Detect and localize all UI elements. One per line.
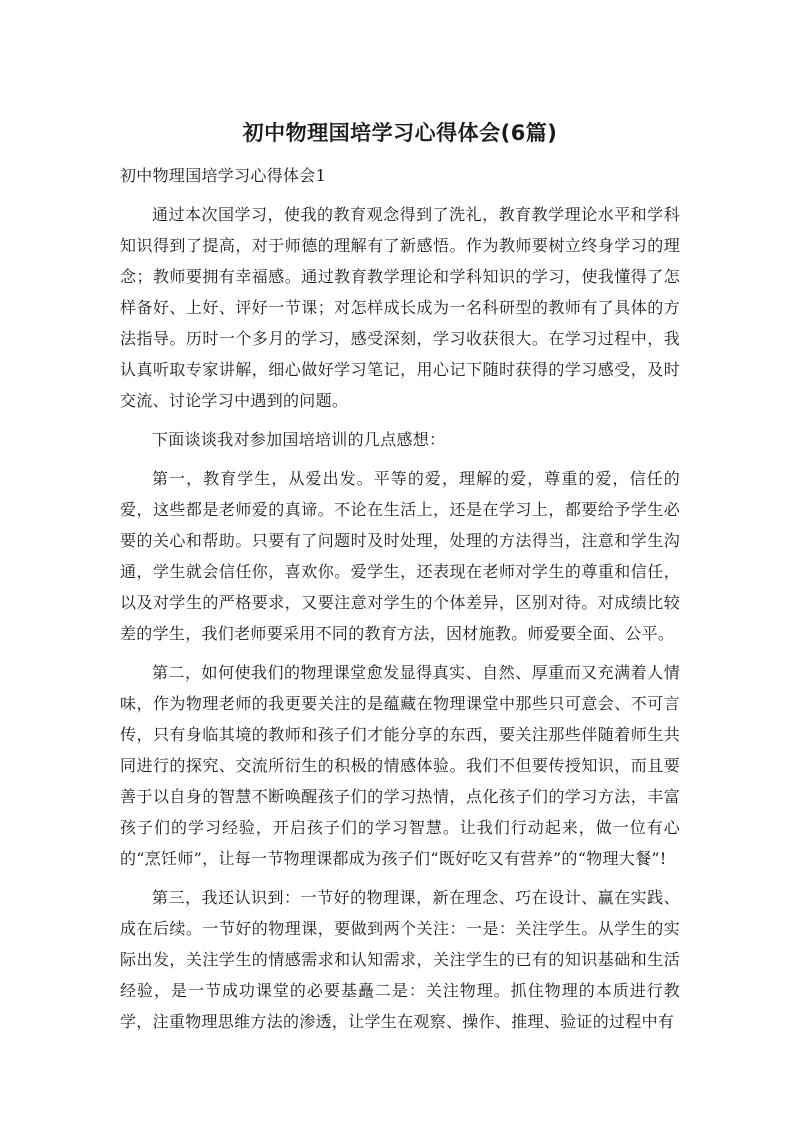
section-subtitle: 初中物理国培学习心得体会1 (120, 166, 327, 185)
paragraph-3: 第一，教育学生，从爱出发。平等的爱，理解的爱，尊重的爱，信任的爱，这些都是老师爱的真谛。不论在生活上，还是在学习上，都要给予学生必要的关心和帮助。只要有了问题时及时处理，处理的方法得当，注意和学生沟通，学生就会信任你，喜欢你。爱学生，还表现在老师对学生的尊重和信任，以及对学生的严格要求，又要注意对学生的个体差异，区别对待。对成绩比较差的学生，我们老师要采用不同的教育方法，因材施教。师爱要全面、公平。 (120, 469, 680, 643)
paragraph-1: 通过本次国学习，使我的教育观念得到了洗礼，教育教学理论水平和学科知识得到了提高，对于师德的理解有了新感悟。作为教师要树立终身学习的理念；教师要拥有幸福感。通过教育教学理论和学科知识的学习，使我懂得了怎样备好、上好、评好一节课；对怎样成长成为一名科研型的教师有了具体的方法指导。历时一个多月的学习，感受深刻，学习收获很大。在学习过程中，我认真听取专家讲解，细心做好学习笔记，用心记下随时获得的学习感受，及时交流、讨论学习中遇到的问题。 (120, 205, 680, 410)
paragraph-2: 下面谈谈我对参加国培培训的几点感想： (152, 430, 446, 449)
document-title: 初中物理国培学习心得体会(6篇) (242, 121, 558, 145)
paragraph-5: 第三，我还认识到：一节好的物理课，新在理念、巧在设计、赢在实践、成在后续。一节好的物理课，要做到两个关注：一是：关注学生。从学生的实际出发，关注学生的情感需求和认知需求，关注学生的已有的知识基础和生活经验，是一节成功课堂的必要基矗二是：关注物理。抓住物理的本质进行教学，注重物理思维方法的渗透，让学生在观察、操作、推理、验证的过程中有 (120, 888, 680, 1031)
paragraph-4: 第二，如何使我们的物理课堂愈发显得真实、自然、厚重而又充满着人情味，作为物理老师的我更要关注的是蕴藏在物理课堂中那些只可意会、不可言传，只有身临其境的教师和孩子们才能分享的东西，要关注那些伴随着师生共同进行的探究、交流所衍生的积极的情感体验。我们不但要传授知识，而且要善于以自身的智慧不断唤醒孩子们的学习热情，点化孩子们的学习方法，丰富孩子们的学习经验，开启孩子们的学习智慧。让我们行动起来，做一位有心的“烹饪师”，让每一节物理课都成为孩子们“既好吃又有营养”的“物理大餐”! (120, 663, 680, 868)
document-body (120, 160, 680, 1037)
